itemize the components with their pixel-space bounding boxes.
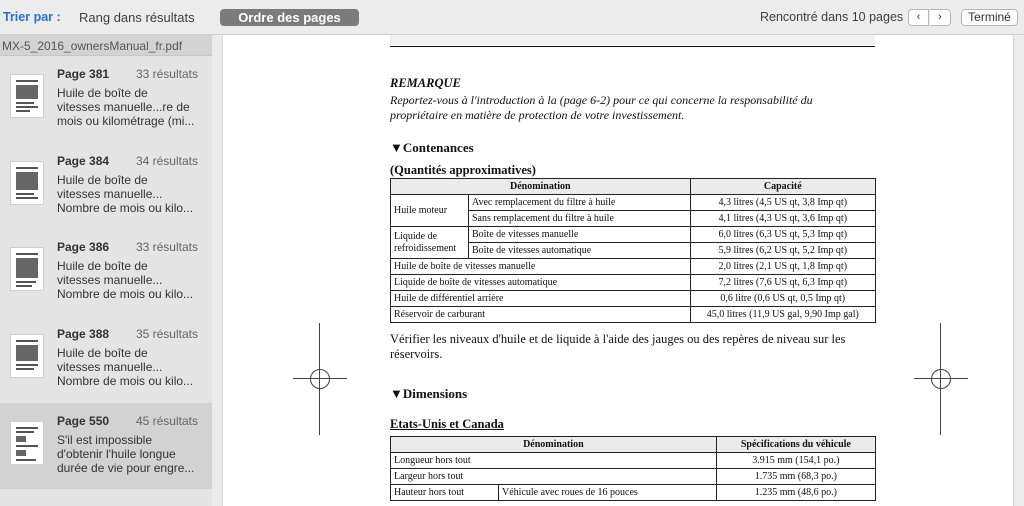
search-result-item[interactable] <box>0 316 212 403</box>
sort-by-rank-button[interactable]: Rang dans résultats <box>79 10 195 25</box>
region-heading: Etats-Unis et Canada <box>390 417 504 431</box>
table-cell: Boîte de vitesses manuelle <box>469 227 691 243</box>
table-cell: 1.735 mm (68,3 po.) <box>716 469 875 485</box>
search-results-toolbar <box>0 0 1024 35</box>
search-result-item-selected[interactable] <box>0 403 212 490</box>
table-cell: Hauteur hors tout <box>391 485 499 501</box>
table-cell: Liquide de refroidissement <box>391 227 469 259</box>
table-cell: 45,0 litres (11,9 US gal, 9,90 Imp gal) <box>690 307 876 323</box>
table-cell: Largeur hors tout <box>391 469 717 485</box>
result-match-count: 33 résultats <box>135 67 198 81</box>
table-cell: 1.235 mm (48,6 po.) <box>716 485 875 501</box>
result-page-number: Page 384 <box>57 153 110 168</box>
result-match-count: 35 résultats <box>135 327 198 342</box>
table-cell: 5,9 litres (6,2 US qt, 5,2 Imp qt) <box>690 243 876 259</box>
verify-paragraph: Vérifier les niveaux d'huile et de liquide à l'aide des jauges ou des repères de niveau sur les réservoirs. <box>390 332 846 361</box>
table-header-capacite: Capacité <box>690 179 876 195</box>
remarque-heading: REMARQUE <box>390 76 461 90</box>
result-match-count: 45 résultats <box>135 413 198 428</box>
page-thumbnail <box>10 421 44 465</box>
registration-mark-left <box>302 361 338 397</box>
search-result-item[interactable] <box>0 143 212 230</box>
page-thumbnail <box>10 334 44 378</box>
result-snippet: S'il est impossible d'obtenir l'huile longue durée de vie pour engre... <box>57 432 195 475</box>
result-match-count: 33 résultats <box>135 240 198 255</box>
capacities-table <box>390 178 876 323</box>
table-header-denomination: Dénomination <box>391 437 717 453</box>
result-snippet: Huile de boîte de vitesses manuelle... Nombre de mois ou kilo... <box>57 172 194 215</box>
file-name-header: MX-5_2016_ownersManual_fr.pdf <box>0 35 212 56</box>
chevron-right-icon: › <box>938 11 942 23</box>
table-cell: Sans remplacement du filtre à huile <box>469 211 691 227</box>
result-page-number: Page 388 <box>57 327 110 342</box>
table-cell: 7,2 litres (7,6 US qt, 6,3 Imp qt) <box>690 275 876 291</box>
table-cell: Longueur hors tout <box>391 453 717 469</box>
chevron-left-icon: ‹ <box>916 11 921 23</box>
page-thumbnail <box>10 247 44 291</box>
table-cell: 0,6 litre (0,6 US qt, 0,5 Imp qt) <box>690 291 876 307</box>
table-header-specifications: Spécifications du véhicule <box>716 437 875 453</box>
contenances-heading: ▼Contenances <box>390 140 474 155</box>
table-cell: Liquide de boîte de vitesses automatique <box>391 275 691 291</box>
next-result-button[interactable] <box>930 9 951 26</box>
search-result-item[interactable] <box>0 56 212 143</box>
table-cell: Véhicule avec roues de 16 pouces <box>499 485 717 501</box>
search-results-sidebar <box>0 35 212 506</box>
remarque-text: Reportez-vous à l'introduction à la (page 6-2) pour ce qui concerne la responsabilité du propriétaire en matière de protection de votre investissement. <box>390 93 813 122</box>
result-page-number: Page 386 <box>57 240 110 255</box>
table-cell: Huile de différentiel arrière <box>391 291 691 307</box>
table-cell: Avec remplacement du filtre à huile <box>469 195 691 211</box>
search-result-item[interactable] <box>0 229 212 316</box>
done-button[interactable]: Terminé <box>961 9 1018 26</box>
registration-mark-right <box>923 361 959 397</box>
previous-result-button[interactable] <box>908 9 929 26</box>
result-page-number: Page 381 <box>57 67 110 81</box>
table-cell: Réservoir de carburant <box>391 307 691 323</box>
dimensions-heading: ▼Dimensions <box>390 386 468 401</box>
found-count-text: Rencontré dans 10 pages <box>760 10 904 24</box>
table-cell: 6,0 litres (6,3 US qt, 5,3 Imp qt) <box>690 227 876 243</box>
table-header-denomination: Dénomination <box>391 179 691 195</box>
sort-by-label: Trier par : <box>3 10 61 24</box>
sort-by-page-order-button[interactable]: Ordre des pages <box>220 9 359 26</box>
table-cell: 4,1 litres (4,3 US qt, 3,6 Imp qt) <box>690 211 876 227</box>
result-snippet: Huile de boîte de vitesses manuelle...re de mois ou kilométrage (mi... <box>57 86 195 128</box>
header-strip <box>390 35 875 45</box>
dimensions-table <box>390 436 876 501</box>
document-viewer[interactable] <box>212 35 1024 506</box>
table-cell: Boîte de vitesses automatique <box>469 243 691 259</box>
table-cell: Huile moteur <box>391 195 469 227</box>
result-page-number: Page 550 <box>57 413 110 428</box>
header-rule <box>390 46 875 47</box>
result-snippet: Huile de boîte de vitesses manuelle... Nombre de mois ou kilo... <box>57 346 194 389</box>
page-thumbnail <box>10 74 44 118</box>
table-cell: 3.915 mm (154,1 po.) <box>716 453 875 469</box>
page-thumbnail <box>10 161 44 205</box>
table-cell: 4,3 litres (4,5 US qt, 3,8 Imp qt) <box>690 195 876 211</box>
pdf-page <box>223 35 1013 506</box>
result-match-count: 34 résultats <box>135 153 198 168</box>
table-cell: Huile de boîte de vitesses manuelle <box>391 259 691 275</box>
result-snippet: Huile de boîte de vitesses manuelle... Nombre de mois ou kilo... <box>57 259 194 302</box>
quantites-heading: (Quantités approximatives) <box>390 163 536 177</box>
table-cell: 2,0 litres (2,1 US qt, 1,8 Imp qt) <box>690 259 876 275</box>
